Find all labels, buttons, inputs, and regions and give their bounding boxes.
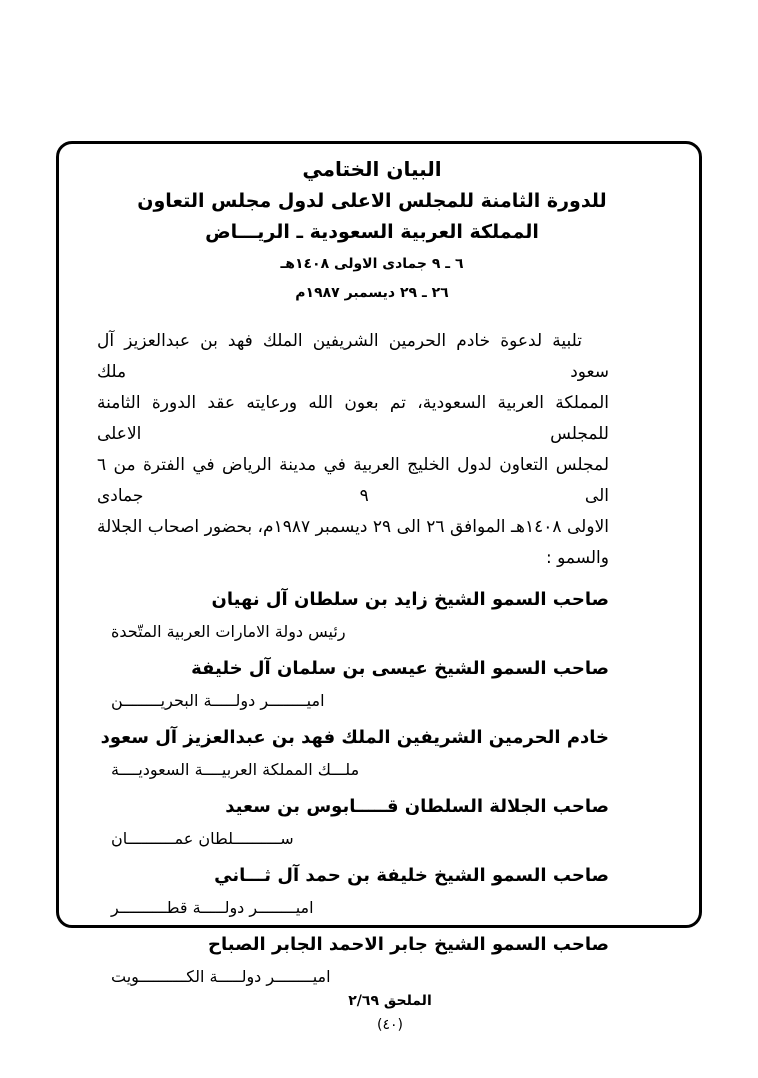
dignitaries-list bbox=[59, 588, 699, 988]
dignitary-name: صاحب الجلالة السلطان قـــــابوس بن سعيد bbox=[225, 796, 609, 817]
intro-line: المملكة العربية السعودية، تم بعون الله ورعايته عقد الدورة الثامنة للمجلس الاعلى bbox=[97, 393, 609, 444]
dignitary-title: اميــــــــر دولـــــة البحريــــــــن bbox=[111, 691, 325, 710]
dignitary-entry bbox=[59, 726, 699, 781]
dignitary-name: خادم الحرمين الشريفين الملك فهد بن عبدالعزيز آل سعود bbox=[100, 727, 609, 748]
dignitary-name: صاحب السمو الشيخ جابر الاحمد الجابر الصباح bbox=[207, 934, 609, 955]
annex-label: الملحق ٢/٦٩ bbox=[348, 993, 432, 1009]
dignitary-entry bbox=[59, 657, 699, 712]
intro-paragraph bbox=[97, 326, 609, 574]
intro-line: والسمو : bbox=[545, 548, 609, 568]
dignitary-name: صاحب السمو الشيخ خليفة بن حمد آل ثـــاني bbox=[214, 865, 609, 886]
dignitary-title: اميــــــــر دولـــــة قطــــــــــر bbox=[111, 898, 314, 917]
title-block bbox=[59, 144, 699, 302]
dignitary-title: اميــــــــر دولـــــة الكــــــــــويت bbox=[111, 967, 331, 986]
dignitary-title: رئيس دولة الامارات العربية المتّحدة bbox=[111, 622, 346, 641]
document-subtitle-session: للدورة الثامنة للمجلس الاعلى لدول مجلس التعاون bbox=[137, 190, 607, 212]
dignitary-entry bbox=[59, 795, 699, 850]
dignitary-entry bbox=[59, 588, 699, 643]
dignitary-title: ســــــــــلطان عمــــــــــان bbox=[111, 829, 294, 848]
document-subtitle-location: المملكة العربية السعودية ـ الريـــاض bbox=[205, 221, 539, 243]
intro-line: الاولى ١٤٠٨هـ الموافق ٢٦ الى ٢٩ ديسمبر ١٩٨٧م، بحضور اصحاب الجلالة bbox=[97, 517, 609, 537]
intro-line: لمجلس التعاون لدول الخليج العربية في مدينة الرياض في الفترة من ٦ الى ٩ جمادى bbox=[97, 455, 609, 506]
dignitary-entry bbox=[59, 864, 699, 919]
document-title: البيان الختامي bbox=[302, 157, 442, 181]
page-number: (٤٠) bbox=[377, 1017, 403, 1033]
hijri-date: ٦ ـ ٩ جمادى الاولى ١٤٠٨هـ bbox=[280, 256, 464, 272]
document-border-box bbox=[56, 141, 702, 986]
dignitary-name: صاحب السمو الشيخ عيسى بن سلمان آل خليفة bbox=[191, 658, 609, 679]
dignitary-entry bbox=[59, 933, 699, 988]
dignitary-title: ملـــك المملكة العربيــــة السعوديــــة bbox=[111, 760, 360, 779]
gregorian-date: ٢٦ ـ ٢٩ ديسمبر ١٩٨٧م bbox=[295, 285, 449, 301]
page-footer bbox=[306, 992, 474, 1034]
dignitary-name: صاحب السمو الشيخ زايد بن سلطان آل نهيان bbox=[211, 589, 609, 610]
intro-line: تلبية لدعوة خادم الحرمين الشريفين الملك فهد بن عبدالعزيز آل سعود ملك bbox=[97, 331, 609, 382]
